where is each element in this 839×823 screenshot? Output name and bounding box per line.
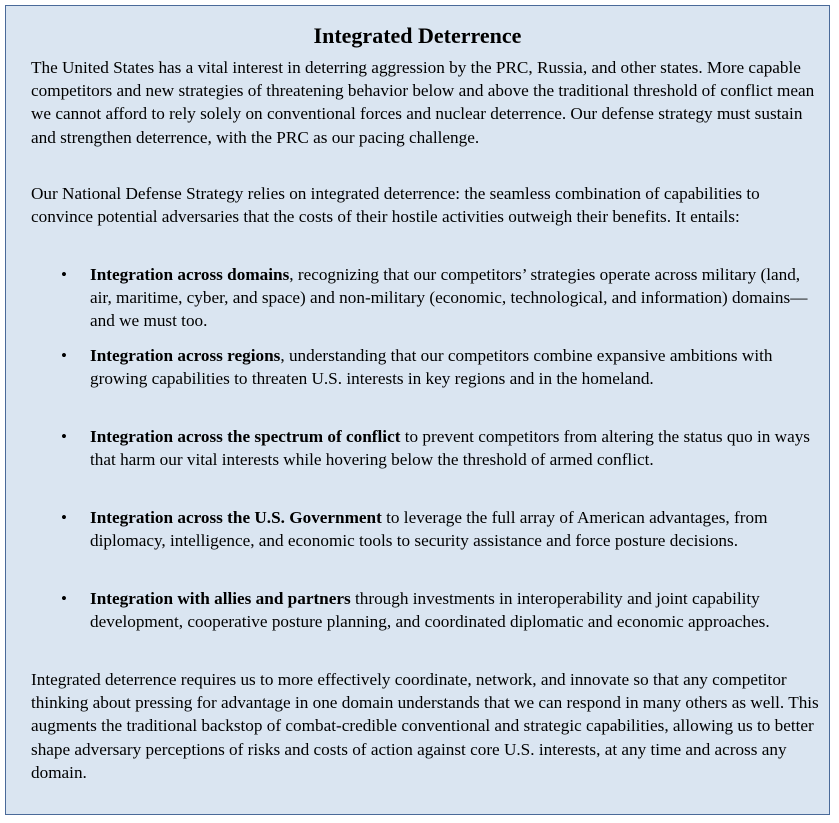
bullet-heading: Integration with allies and partners [90,589,351,608]
box-title: Integrated Deterrence [313,23,522,48]
intro-paragraph-1: The United States has a vital interest in deterring aggression by the PRC, Russia, and other states. More capable competitors and new strategies of threatening behavior below and above the traditional threshold of conflict mean we cannot afford to rely solely on conventional forces and nuclear deterrence. Our defense strategy must sustain and strengthen deterrence, with the PRC as our pacing challenge. [31,58,815,147]
bullet-text [90,344,812,390]
bullet-icon: • [61,265,67,284]
bullet-heading: Integration across the spectrum of conflict [90,427,401,446]
bullet-heading: Integration across domains [90,265,290,284]
bullet-body: , recognizing that our competitors’ strategies operate across military (land, air, maritime, cyber, and space) and non-military (economic, technological, and information) domains—and we must too. [90,265,808,331]
bullet-body: , understanding that our competitors combine expansive ambitions with growing capabilities to threaten U.S. interests in key regions and in the homeland. [90,346,773,389]
integrated-deterrence-sidebar-box [5,5,830,815]
bullet-body: to leverage the full array of American advantages, from diplomacy, intelligence, and economic tools to security assistance and force posture decisions. [90,508,768,551]
bullet-heading: Integration across regions [90,346,281,365]
bullet-icon: • [61,589,67,608]
bullet-text [90,263,812,333]
bullet-icon: • [61,508,67,527]
bullet-body: to prevent competitors from altering the status quo in ways that harm our vital interests while hovering below the threshold of armed conflict. [90,427,810,470]
bullet-heading: Integration across the U.S. Government [90,508,382,527]
bullet-body: through investments in interoperability and joint capability development, cooperative posture planning, and coordinated diplomatic and economic approaches. [90,589,770,632]
bullet-text [90,425,812,471]
bullet-icon: • [61,427,67,446]
bullet-text [90,506,812,552]
bullet-text [90,587,812,633]
closing-paragraph: Integrated deterrence requires us to more effectively coordinate, network, and innovate so that any competitor thinking about pressing for advantage in one domain understands that we can respond in many others as well. This augments the traditional backstop of combat-credible conventional and strategic capabilities, allowing us to better shape adversary perceptions of risks and costs of action against core U.S. interests, at any time and across any domain. [31,670,819,782]
intro-paragraph-2: Our National Defense Strategy relies on integrated deterrence: the seamless combination of capabilities to convince potential adversaries that the costs of their hostile activities outweigh their benefits. It entails: [31,184,760,227]
bullet-icon: • [61,346,67,365]
